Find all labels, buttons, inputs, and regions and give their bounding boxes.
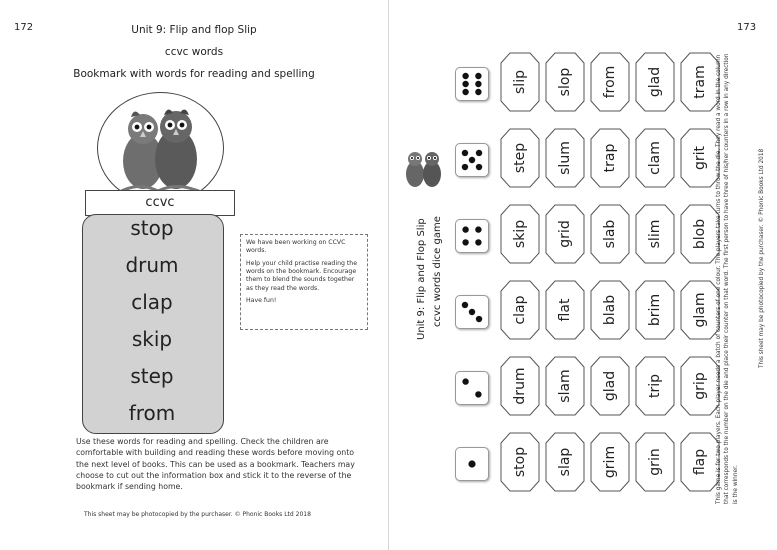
die-face-6-icon bbox=[455, 67, 489, 101]
bookmark-word: stop bbox=[130, 216, 174, 240]
unit-subtitle: ccvc words bbox=[164, 46, 224, 58]
grid-word: stop bbox=[512, 446, 528, 478]
note-line: Help your child practise reading the words on the bookmark. Encourage them to blend the sounds together as they read the words. bbox=[246, 259, 358, 292]
rules-line: This game is for two players. Each player needs a batch of counters of one colour. The players take turns to throw the die. They read a word in the column bbox=[716, 54, 722, 504]
die-face-2-icon bbox=[455, 371, 489, 405]
bookmark-word: step bbox=[130, 364, 174, 388]
grid-word: trip bbox=[647, 373, 663, 399]
grid-word: brim bbox=[647, 293, 663, 327]
grid-word: slab bbox=[602, 219, 618, 249]
grid-cell bbox=[590, 204, 630, 264]
grid-word: skip bbox=[512, 219, 528, 249]
grid-cell bbox=[500, 128, 540, 188]
grid-cell bbox=[500, 52, 540, 112]
grid-cell bbox=[680, 128, 720, 188]
grid-word: grin bbox=[647, 448, 663, 476]
die-face-1-icon bbox=[455, 447, 489, 481]
grid-cell bbox=[545, 128, 585, 188]
bookmark-label: ccvc bbox=[85, 190, 235, 216]
footer-left: This sheet may be photocopied by the purchaser. © Phonic Books Ltd 2018 bbox=[84, 511, 311, 518]
bookmark-word: skip bbox=[131, 327, 173, 351]
grid-word: flap bbox=[692, 448, 708, 476]
grid-word: grim bbox=[602, 445, 618, 479]
bookmark-word: from bbox=[128, 401, 176, 425]
grid-word: tram bbox=[692, 65, 708, 99]
two-owls-illustration bbox=[98, 93, 223, 203]
bookmark-word: clap bbox=[131, 290, 173, 314]
die-face-4-icon bbox=[455, 219, 489, 253]
page-number-right: 173 bbox=[737, 22, 757, 33]
grid-word: slap bbox=[557, 447, 573, 477]
note-line: We have been working on CCVC words. bbox=[246, 239, 346, 255]
grid-word: grid bbox=[557, 220, 573, 248]
grid-cell bbox=[545, 432, 585, 492]
grid-cell bbox=[635, 204, 675, 264]
grid-word: slop bbox=[557, 67, 573, 97]
grid-cell bbox=[635, 52, 675, 112]
grid-cell bbox=[635, 356, 675, 416]
grid-word: flat bbox=[557, 298, 573, 322]
note-line: Have fun! bbox=[246, 297, 277, 305]
grid-word: from bbox=[602, 65, 618, 99]
grid-cell bbox=[680, 52, 720, 112]
die-face-3-icon bbox=[455, 295, 489, 329]
grid-word: glad bbox=[647, 66, 663, 98]
grid-cell bbox=[500, 432, 540, 492]
bookmark-heading: Bookmark with words for reading and spelling bbox=[73, 68, 315, 80]
grid-word: step bbox=[512, 142, 528, 174]
grid-cell bbox=[545, 280, 585, 340]
two-owls-icon bbox=[400, 142, 446, 192]
grid-cell bbox=[500, 204, 540, 264]
grid-cell bbox=[545, 204, 585, 264]
grid-word: glad bbox=[602, 370, 618, 402]
game-rules bbox=[715, 48, 740, 504]
grid-word: blob bbox=[692, 218, 708, 250]
bookmark-owls-image bbox=[97, 92, 224, 204]
grid-word: clap bbox=[512, 295, 528, 325]
page-divider bbox=[388, 0, 389, 550]
game-title: Unit 9: Flip and Flop Slip bbox=[416, 218, 427, 340]
grid-cell bbox=[590, 356, 630, 416]
grid-word: slum bbox=[557, 141, 573, 175]
page-number-left: 172 bbox=[14, 22, 34, 33]
grid-word: trap bbox=[602, 143, 618, 173]
grid-word: grip bbox=[692, 372, 708, 400]
grid-word: slip bbox=[512, 70, 528, 94]
grid-cell bbox=[635, 432, 675, 492]
rules-line: that corresponds to the number on the die and place their counter on that word. The first person to have three of his/her counters in a row in any direction bbox=[724, 53, 731, 504]
bookmark-word: drum bbox=[125, 253, 179, 277]
grid-word: slam bbox=[557, 369, 573, 403]
grid-cell bbox=[680, 204, 720, 264]
grid-cell bbox=[590, 52, 630, 112]
grid-cell bbox=[545, 52, 585, 112]
die-face-5-icon bbox=[455, 143, 489, 177]
grid-cell bbox=[635, 280, 675, 340]
grid-cell bbox=[590, 280, 630, 340]
parent-note-box bbox=[240, 234, 368, 330]
grid-cell bbox=[500, 356, 540, 416]
rules-line: is the winner. bbox=[732, 465, 739, 504]
grid-cell bbox=[680, 356, 720, 416]
grid-cell bbox=[680, 280, 720, 340]
grid-word: slim bbox=[647, 219, 663, 249]
grid-word: drum bbox=[512, 367, 528, 405]
grid-cell bbox=[590, 432, 630, 492]
grid-word: grit bbox=[692, 145, 708, 171]
grid-cell bbox=[635, 128, 675, 188]
grid-word: clam bbox=[647, 141, 663, 175]
unit-title: Unit 9: Flip and flop Slip bbox=[131, 24, 257, 36]
grid-word: glam bbox=[692, 292, 708, 328]
grid-word: blab bbox=[602, 294, 618, 326]
grid-cell bbox=[590, 128, 630, 188]
teacher-instructions: Use these words for reading and spelling. Check the children are comfortable with building and reading these words before moving onto the next level of books. This can be used as a bookmark. Teachers may choose to cut out the information box and stick it to the reverse of the bookmark if sending home. bbox=[76, 437, 355, 492]
footer-right: This sheet may be photocopied by the purchaser. © Phonic Books Ltd 2018 bbox=[759, 148, 765, 368]
grid-cell bbox=[680, 432, 720, 492]
grid-cell bbox=[500, 280, 540, 340]
grid-cell bbox=[545, 356, 585, 416]
game-subtitle: ccvc words dice game bbox=[432, 216, 443, 327]
